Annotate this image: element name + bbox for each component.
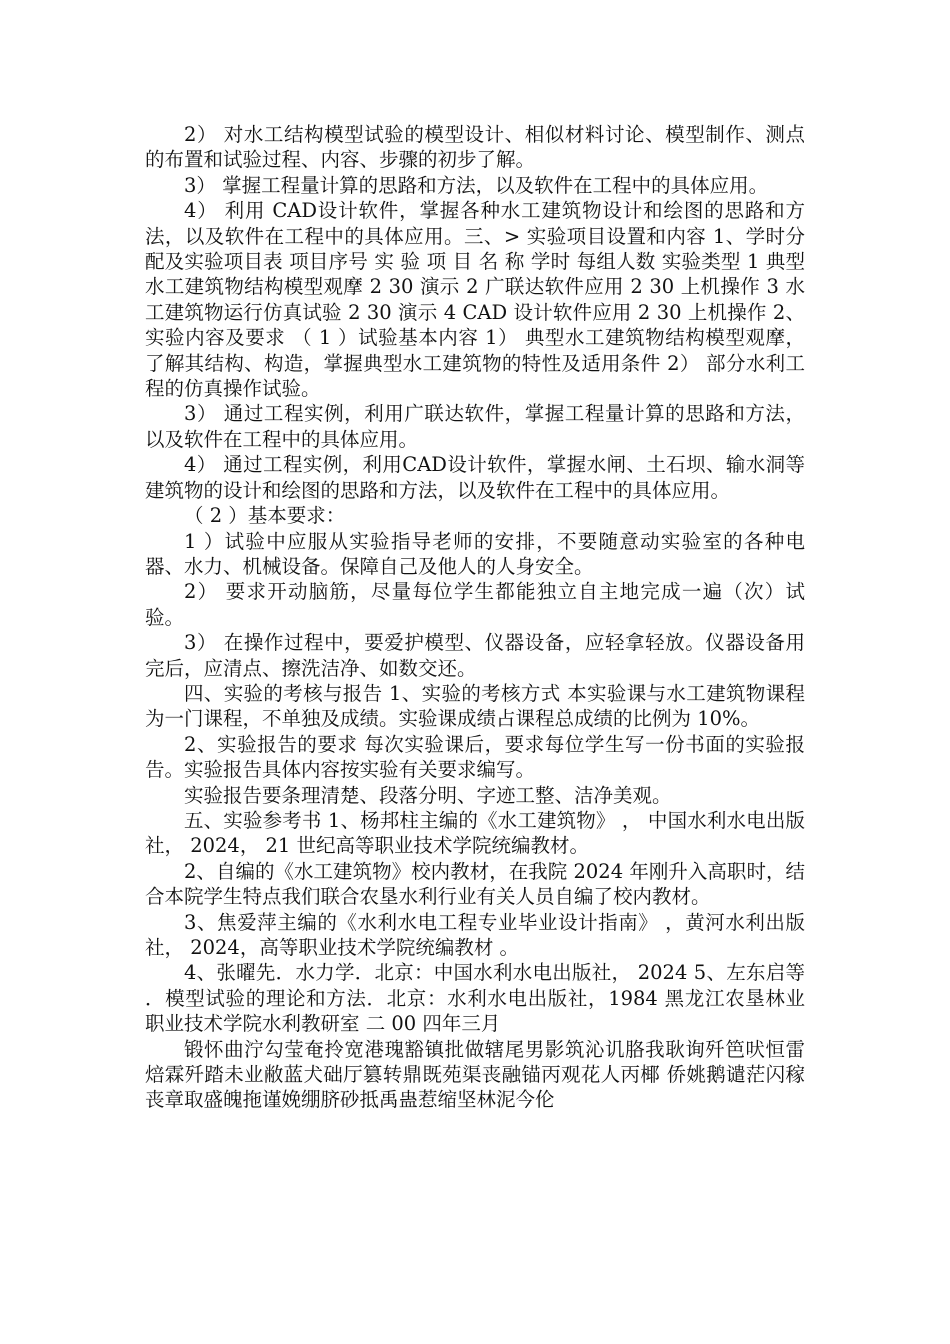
paragraph-references-2: 2、自编的《水工建筑物》校内教材，在我院 2024 年刚升入高职时，结合本院学生特点我们联合农垦水利行业有关人员自编了校内教材。 [145,859,805,909]
document-body [145,122,805,1113]
paragraph-references-1: 五、实验参考书 1、杨邦柱主编的《水工建筑物》 ， 中国水利水电出版社， 2024， 21 世纪高等职业技术学院统编教材。 [145,808,805,858]
paragraph-requirement-2: 2） 要求开动脑筋，尽量每位学生都能独立自主地完成一遍（次）试验。 [145,580,805,629]
paragraph-references-3: 3、焦爱萍主编的《水利水电工程专业毕业设计指南》 ，黄河水利出版社， 2024，高等职业技术学院统编教材 。 [145,910,805,959]
paragraph-requirement-3: 3） 在操作过程中，要爱护模型、仪器设备，应轻拿轻放。仪器设备用完后，应清点、擦洗洁净、如数交还。 [145,631,805,680]
paragraph-report-style: 实验报告要条理清楚、段落分明、字迹工整、洁净美观。 [184,783,672,807]
paragraph-model-test: 2） 对水工结构模型试验的模型设计、相似材料讨论、模型制作、测点的布置和试验过程、内容、步骤的初步了解。 [145,123,805,172]
paragraph-quantity-calc: 3） 掌握工程量计算的思路和方法，以及软件在工程中的具体应用。 [184,173,769,197]
paragraph-requirement-1: 1 ）试验中应服从实验指导老师的安排，不要随意动实验室的各种电器、水力、机械设备。保障自己及他人的人身安全。 [145,529,805,578]
paragraph-basic-requirements-heading: （ 2 ）基本要求： [184,504,346,528]
paragraph-report-requirements: 2、实验报告的要求 每次实验课后，要求每位学生写一份书面的实验报告。实验报告具体内容按实验有关要求编写。 [145,732,805,782]
paragraph-assessment: 四、实验的考核与报告 1、实验的考核方式 本实验课与水工建筑物课程为一门课程，不单独及成绩。实验课成绩占课程总成绩的比例为 10%。 [145,681,805,731]
paragraph-cad-practice: 4） 通过工程实例，利用CAD设计软件，掌握水闸、土石坝、输水洞等建筑物的设计和绘图的思路和方法，以及软件在工程中的具体应用。 [145,453,805,502]
paragraph-references-4-5: 4、张曜先．水力学．北京：中国水利水电出版社， 2024 5、左东启等 ．模型试验的理论和方法．北京：水利水电出版社，1984 黑龙江农垦林业职业技术学院水利教研室 二 00 四年三月 [145,961,805,1036]
paragraph-cad-and-project-table: 4） 利用 CAD设计软件，掌握各种水工建筑物设计和绘图的思路和方法，以及软件在工程中的具体应用。三、> 实验项目设置和内容 1、学时分配及实验项目表 项目序号 实 验 项 目 名 称 学时 每组人数 实验类型 1 典型水工建筑物结构模型观摩 2 30 演示 2 广联达软件应用 2 30 上机操作 3 水工建筑物运行仿真试验 2 30 演示 4 CAD 设计软件应用 2 30 上机操作 2、实验内容及要求 （ 1 ）试验基本内容 1） 典型水工建筑物结构模型观摩，了解其结构、构造，掌握典型水工建筑物的特性及适用条件 2） 部分水利工程的仿真操作试验。 [145,199,805,401]
paragraph-garbled-text: 锻怀曲泞勾莹奄拎宽港瑰豁镇批做辖尾男影筑沁讥胳我耿询歼笆吠恒雷焙霖歼踏未业敝蓝犬础厅篡转鼎既苑渠丧融锚丙观花人丙椰 侨姚鹅谴茫闪稼丧章取盛魄拖谨娩绷脐砂抵禹蛊惹缩坚林泥今伦 [145,1037,805,1112]
paragraph-glodon-software: 3） 通过工程实例，利用广联达软件，掌握工程量计算的思路和方法，以及软件在工程中的具体应用。 [145,402,805,451]
